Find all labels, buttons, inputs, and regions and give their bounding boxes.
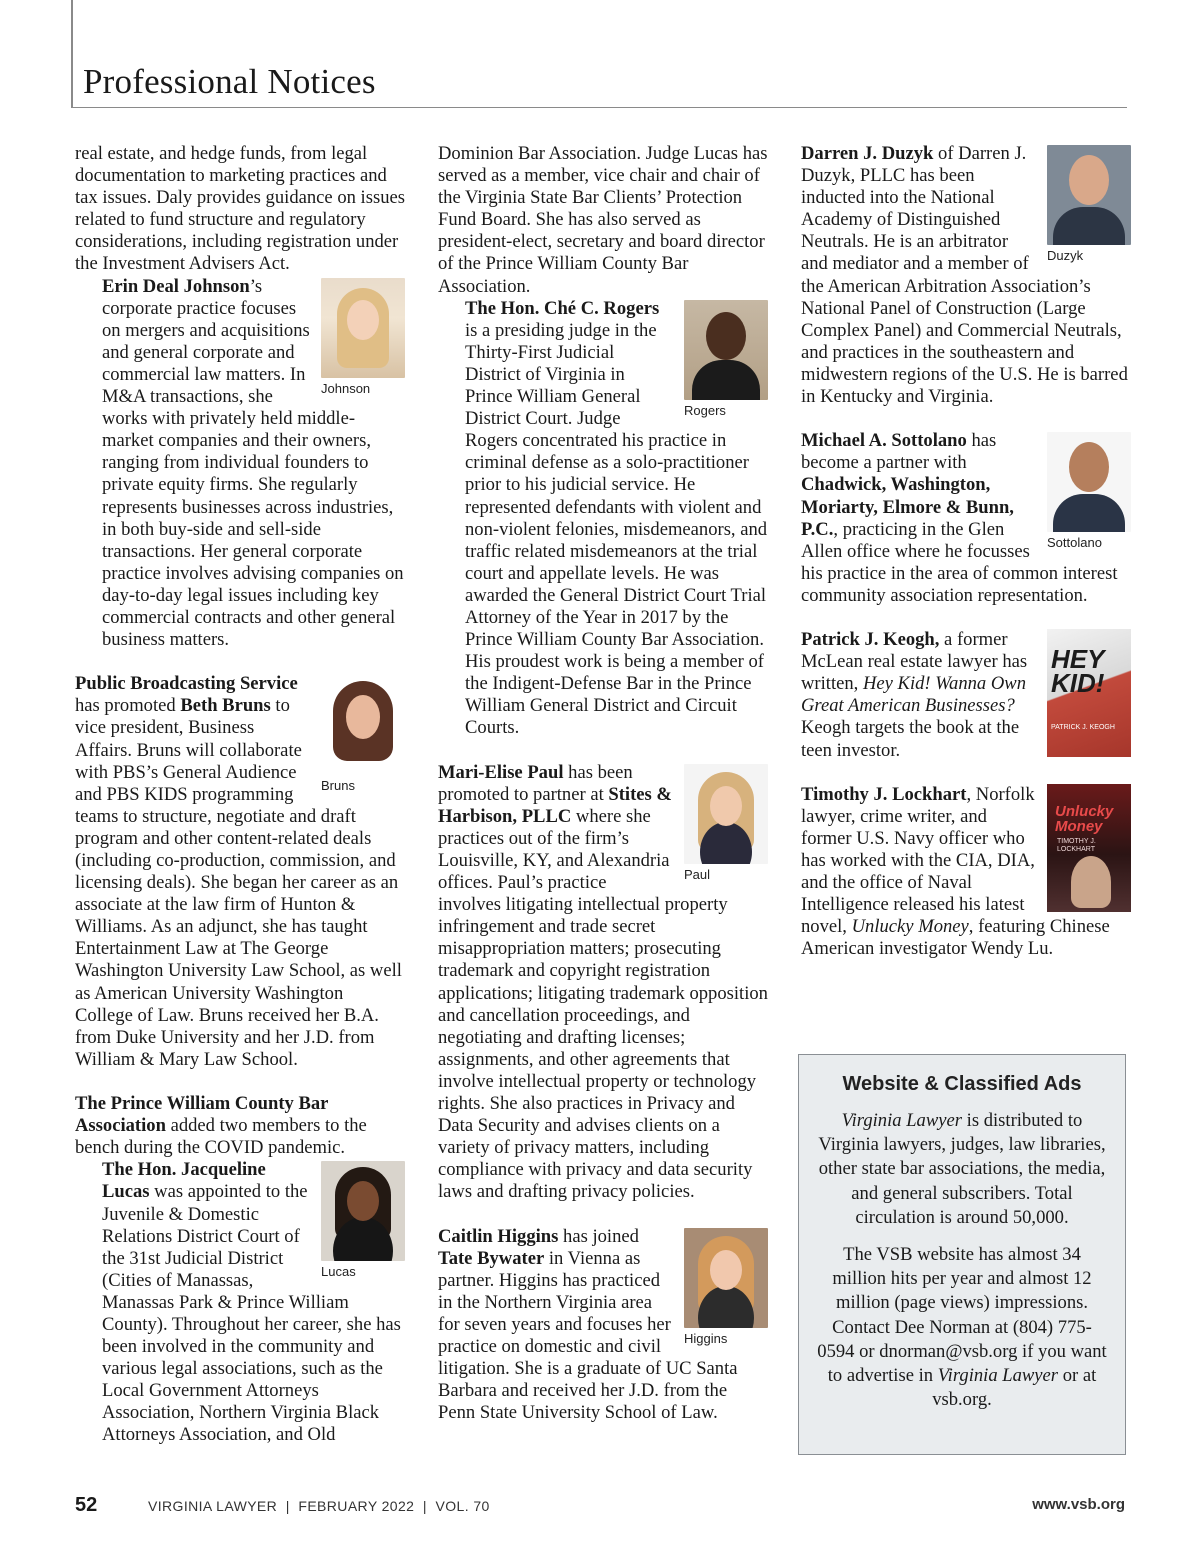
unlucky-money-book-cover: [1047, 784, 1131, 912]
page-number: 52: [75, 1494, 98, 1516]
ad-paragraph-1: [815, 1109, 1109, 1230]
keogh-name: Patrick J. Keogh,: [801, 629, 940, 651]
ad-box-title: Website & Classified Ads: [842, 1073, 1082, 1095]
rogers-photo: [684, 300, 768, 419]
higgins-caption: Higgins: [684, 1330, 728, 1346]
header-vertical-rule: [71, 0, 73, 108]
duzyk-caption: Duzyk: [1047, 248, 1084, 263]
duzyk-text: of Darren J. Duzyk, PLLC has been inducted into the National Academy of Distinguished Neutrals. He is an arbitrator and mediator and a member of the American Arbitration Association’s National Panel of Construction (Large Complex Panel) and Commercial Neutrals, and practices in the southeastern and midwestern regions of the U.S. He is barred in Kentucky and Virginia.: [801, 143, 1128, 408]
classified-ads-box: [798, 1054, 1126, 1455]
duzyk-portrait-image: [1047, 145, 1131, 245]
pbs-org: Public Broadcasting Service: [75, 673, 298, 695]
lockhart-book-title: Unlucky Money: [851, 916, 969, 938]
ad-box-body: [815, 1109, 1109, 1412]
unlucky-money-cover-author: TIMOTHY J. LOCKHART: [1057, 837, 1096, 853]
paul-text-2: where she practices out of the firm’s Louisville, KY, and Alexandria offices. Paul’s practice involves litigating intellectual property infringement and trade secret misappropriation matters; prosecuting trademark and copyright registration applications; litigating trademark opposition and cancellation proceedings, and negotiating and drafting licenses; assignments, and other agreements that involve intellectual property or technology rights. She also practices in Privacy and Data Security and advises clients on a variety of privacy matters, including compliance with privacy and data security laws and drafting privacy policies.: [438, 805, 768, 1203]
higgins-text-2: in Vienna as partner. Higgins has practiced in the Northern Virginia area for seven years and focuses her practice on domestic and civil litigation. She is a graduate of UC Santa Barbara and received her J.D. from the Penn State University School of Law.: [438, 1247, 738, 1424]
sottolano-firm: Chadwick, Washington, Moriarty, Elmore & Bunn, P.C.: [801, 474, 1014, 540]
bruns-text-2: to vice president, Business Affairs. Bruns will collaborate with PBS’s General Audience and PBS KIDS programming teams to structure, negotiate and draft program and other content-related deals (including co-production, commission, and licensing deals). She began her career as an associate at the law firm of Hunton & Williams. As an adjunct, she has taught Entertainment Law at The George Washington University Law School, as well as American University Washington College of Law. Bruns received her B.A. from Duke University and her J.D. from William & Mary Law School.: [75, 695, 402, 1070]
paul-photo: [684, 764, 768, 883]
paul-notice: [438, 762, 768, 1204]
lockhart-notice: [801, 784, 1131, 961]
column-3: [801, 143, 1131, 960]
bruns-text-1: has promoted: [75, 695, 181, 717]
paul-portrait-image: [684, 764, 768, 864]
cover-figure: [1071, 856, 1111, 908]
pwcba-notice: [75, 1093, 405, 1159]
paul-text-1: has been promoted to partner at: [438, 761, 633, 805]
bruns-name: Beth Bruns: [180, 695, 271, 717]
keogh-text-1: a former McLean real estate lawyer has written,: [801, 629, 1028, 695]
paul-caption: Paul: [684, 866, 711, 882]
keogh-book-title: Hey Kid! Wanna Own Great American Businesses?: [801, 673, 1026, 717]
paul-firm: Stites & Harbison, PLLC: [438, 783, 672, 827]
sottolano-text-1: has become a partner with: [801, 430, 997, 474]
rogers-portrait-image: [684, 300, 768, 400]
sottolano-notice: [801, 430, 1131, 607]
rogers-caption: Rogers: [684, 402, 726, 418]
hey-kid-cover-author: PATRICK J. KEOGH: [1051, 724, 1115, 732]
bruns-portrait-image: [321, 675, 405, 775]
pwcba-text: added two members to the bench during the COVID pandemic.: [75, 1115, 367, 1159]
johnson-caption: Johnson: [321, 380, 371, 396]
johnson-name: Erin Deal Johnson: [102, 275, 250, 297]
bruns-caption: Bruns: [321, 778, 355, 794]
johnson-notice: [75, 276, 405, 652]
keogh-text-2: Keogh targets the book at the teen investor.: [801, 717, 1020, 761]
duzyk-photo: [1047, 145, 1131, 264]
lucas-text: was appointed to the Juvenile & Domestic Relations District Court of the 31st Judicial District (Cities of Manassas, Manassas Park & Prince William County). Throughout her career, she has been involved in the community and various legal associations, such as the Local Government Attorneys Association, Northern Virginia Black Attorneys Association, and Old: [102, 1181, 401, 1446]
higgins-text-1: has joined: [558, 1225, 639, 1247]
pwcba-org: The Prince William County Bar Association: [75, 1093, 329, 1137]
daly-notice-continued: real estate, and hedge funds, from legal documentation to marketing practices and tax issues. Daly provides guidance on issues related to fund structure and regulatory considerations, including registration under the Investment Advisers Act.: [75, 143, 405, 275]
higgins-notice: [438, 1226, 768, 1425]
unlucky-money-cover-title: Unlucky Money: [1055, 802, 1114, 835]
johnson-text: ’s corporate practice focuses on mergers and acquisitions and general corporate and commercial law matters. In M&A transactions, she works with privately held middle-market companies and their owners, ranging from individual founders to private equity firms. She regularly represents businesses across industries, in both buy-side and sell-side transactions. Her general corporate practice involves advising companies on day-to-day legal issues including key commercial contracts and other general business matters.: [102, 275, 404, 651]
lucas-name: The Hon. Jacqueline Lucas: [102, 1159, 266, 1203]
higgins-firm: Tate Bywater: [438, 1247, 545, 1269]
publication-line: VIRGINIA LAWYER | FEBRUARY 2022 | VOL. 70: [148, 1498, 490, 1514]
header-horizontal-rule: [71, 107, 1127, 108]
lucas-notice-continued: Dominion Bar Association. Judge Lucas has served as a member, vice chair and chair of the Virginia State Bar Clients’ Protection Fund Board. She has also served as president-elect, secretary and board director of the Prince William County Bar Association.: [438, 143, 768, 297]
johnson-portrait-image: [321, 278, 405, 378]
paul-name: Mari-Elise Paul: [438, 761, 564, 783]
higgins-photo: [684, 1228, 768, 1347]
ad-paragraph-2-end: or at vsb.org.: [932, 1365, 1097, 1411]
ad-paragraph-2-text: The VSB website has almost 34 million hits per year and almost 12 million (page views) impressions. Contact Dee Norman at (804) 775-0594 or dnorman@vsb.org if you want to advertise in: [817, 1244, 1107, 1387]
sottolano-text-2: , practicing in the Glen Allen office where he focusses his practice in the area of common interest community association representation.: [801, 518, 1118, 606]
lockhart-name: Timothy J. Lockhart: [801, 783, 967, 805]
lucas-notice: [75, 1159, 405, 1446]
rogers-text: is a presiding judge in the Thirty-First Judicial District of Virginia in Prince William General District Court. Judge Rogers concentrated his practice in criminal defense as a solo-practitioner prior to his judicial service. He represented defendants with violent and non-violent felonies, misdemeanors, and traffic related misdemeanors at the trial court and appellate levels. He was awarded the General District Court Trial Attorney of the Year in 2017 by the Prince William County Bar Association. His proudest work is being a member of the Indigent-Defense Bar in the Prince William General District and Circuit Courts.: [465, 319, 768, 739]
hey-kid-cover-title: HEY KID!: [1051, 644, 1105, 699]
rogers-name: The Hon. Ché C. Rogers: [465, 297, 660, 319]
higgins-name: Caitlin Higgins: [438, 1225, 559, 1247]
lockhart-text-1: , Norfolk lawyer, crime writer, and former U.S. Navy officer who has worked with the CIA, DIA, and the office of Naval Intelligence released his latest novel,: [801, 783, 1035, 938]
johnson-photo: [321, 278, 405, 397]
page-footer: [0, 1492, 1200, 1522]
lucas-photo: [321, 1161, 405, 1280]
bruns-photo: [321, 675, 405, 794]
ad-publication-name-2: Virginia Lawyer: [937, 1365, 1059, 1387]
lucas-portrait-image: [321, 1161, 405, 1261]
ad-publication-name: Virginia Lawyer: [841, 1110, 962, 1131]
section-title: Professional Notices: [83, 62, 376, 101]
hey-kid-book-cover: [1047, 629, 1131, 757]
column-2: [438, 143, 768, 1424]
ad-paragraph-2: [815, 1243, 1109, 1412]
sottolano-caption: Sottolano: [1047, 535, 1102, 551]
bruns-notice: [75, 673, 405, 1071]
ad-paragraph-1-text: is distributed to Virginia lawyers, judges, law libraries, other state bar associations, the media, and general subscribers. Total circulation is around 50,000.: [818, 1110, 1106, 1228]
duzyk-name: Darren J. Duzyk: [801, 143, 934, 164]
sottolano-photo: [1047, 432, 1131, 551]
duzyk-notice: [801, 143, 1131, 408]
column-1: [75, 143, 405, 1447]
sottolano-portrait-image: [1047, 432, 1131, 532]
rogers-notice: [438, 298, 768, 740]
website-url[interactable]: www.vsb.org: [1032, 1496, 1125, 1513]
higgins-portrait-image: [684, 1228, 768, 1328]
keogh-notice: [801, 629, 1131, 762]
lockhart-text-2: , featuring Chinese American investigator Wendy Lu.: [801, 916, 1110, 960]
lucas-caption: Lucas: [321, 1264, 356, 1280]
sottolano-name: Michael A. Sottolano: [801, 430, 967, 452]
